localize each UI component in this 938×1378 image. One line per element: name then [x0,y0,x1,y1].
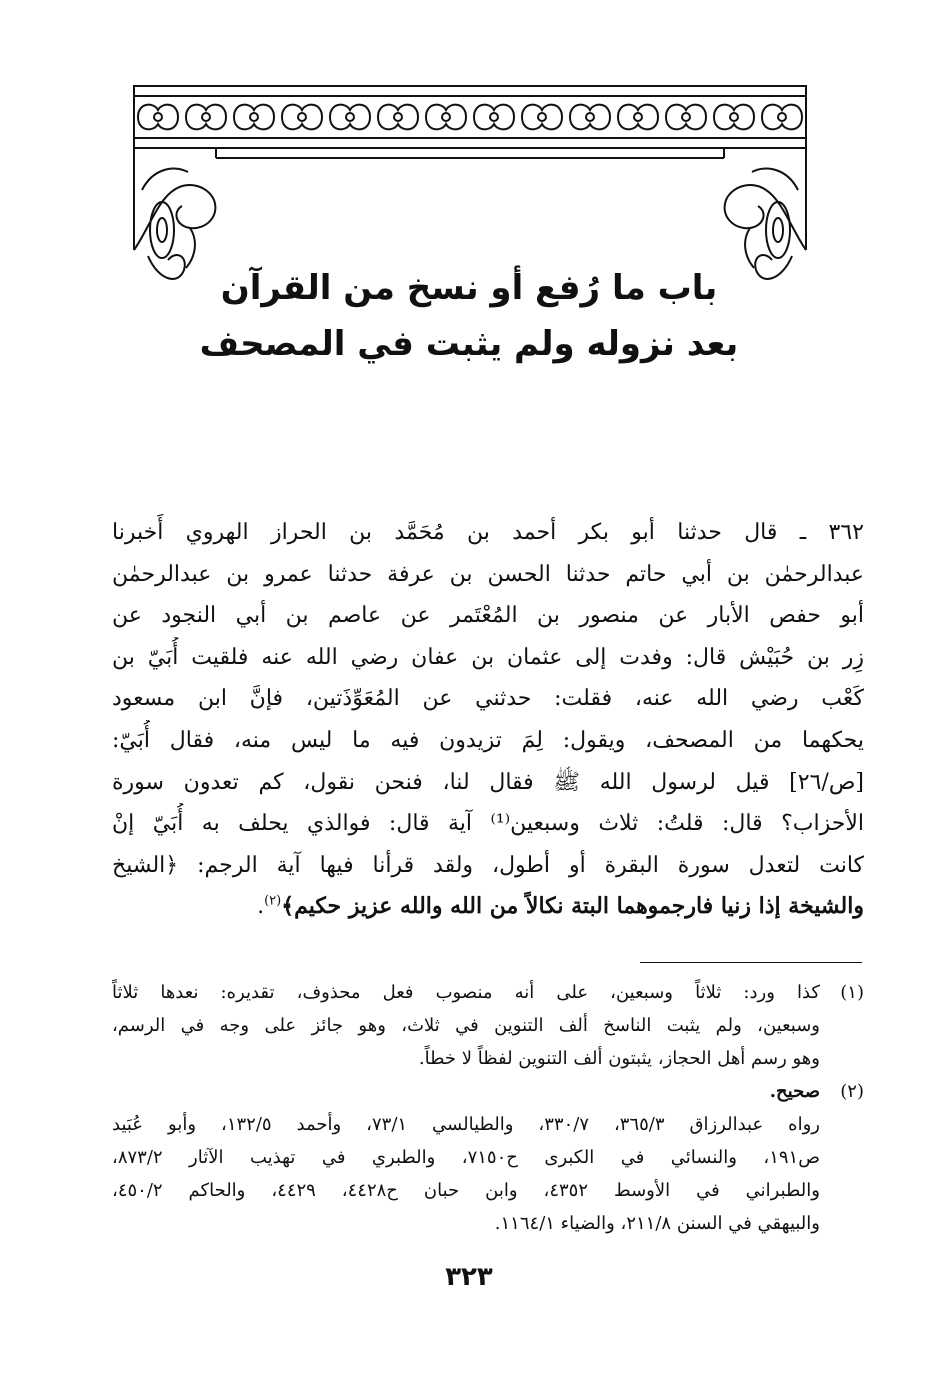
ornament-knot [474,105,514,130]
footnote-line: والطبراني في الأوسط ٤٣٥٢، وابن حبان ح٤٤٢٨، ٤٤٢٩، والحاكم ٤٥٠/٢، [112,1180,820,1201]
text-line: [ص/٢٦] قيل لرسول الله ﷺ فقال لنا، فنحن نقول، كم تعدون سورة [112,769,864,795]
ornament-dot [490,113,498,121]
ornament-knot [138,105,178,130]
ornament-knot [666,105,706,130]
ornament-knot [330,105,370,130]
footnote-2-sources [112,1108,864,1240]
chapter-title-line-2: بعد نزوله ولم يثبت في المصحف [199,324,739,364]
ornament-dot [442,113,450,121]
ornament-dot [730,113,738,121]
footnote-number: (٢) [840,1081,864,1102]
text-line-last [112,886,864,928]
chapter-title-line-1: باب ما رُفع أو نسخ من القرآن [220,268,718,308]
footnote-line: ص١٩١، والنسائي في الكبرى ح٧١٥٠، والطبري في تهذيب الآثار ٨٧٣/٢، [112,1147,820,1168]
sentence-end: . [257,894,265,920]
ornament-dot [538,113,546,121]
ornament-knot [714,105,754,130]
footnote-body [112,1075,820,1108]
ornament-dot [154,113,162,121]
footnote-line: وهو رسم أهل الحجاز، يثبتون ألف التنوين لفظاً لا خطاً. [418,1048,820,1069]
footnote-line: وسبعين، ولم يثبت الناسخ ألف التنوين في ثلاث، وهو جائز على وجه في الرسم، [112,1015,820,1036]
text-line: زِر بن حُبَيْش قال: وفدت إلى عثمان بن عفان رضي الله عنه فلقيت أُبَيّ بن [112,644,864,670]
text-line: أبو حفص الأبار عن منصور بن المُعْتَمر عن عاصم بن أبي النجود عن [112,603,864,629]
quoted-verse: والشيخة إذا زنيا فارجموهما البتة نكالاً من الله والله عزيز حكيم﴾ [281,893,864,920]
ornament-knot [762,105,802,130]
footnote-separator [640,962,862,963]
hadith-text [112,512,864,928]
text-line: كَعْب رضي الله عنه، فقلت: حدثني عن المُعَوِّذَتين، فإنَّ ابن مسعود [112,686,864,712]
footnote-ref[interactable]: (٢) [264,894,282,910]
ornament-knot [570,105,610,130]
ornament-knot [378,105,418,130]
footnote-body [112,976,820,1075]
ornament-knot [282,105,322,130]
ornament-dot [250,113,258,121]
ornament-dot [634,113,642,121]
footnotes [112,976,864,1240]
ornament-dot [394,113,402,121]
footnote-grade: صحيح. [769,1081,820,1102]
page-number: ٣٢٣ [445,1262,493,1292]
footnote-2 [112,1075,864,1108]
ornament-dot [346,113,354,121]
text-line: كانت لتعدل سورة البقرة أو أطول، ولقد قرأنا فيها آية الرجم: ﴿الشيخ [112,852,864,878]
footnote-line: والبيهقي في السنن ٢١١/٨، والضياء ١١٦٤/١. [494,1213,820,1234]
ornament-knot [522,105,562,130]
ornament-knot [426,105,466,130]
text-line: يحكهما من المصحف، ويقول: لِمَ تزيدون فيه ما ليس منه، فقال أُبَيّ: [112,727,864,753]
ornament-dot [202,113,210,121]
text-line: عبدالرحمٰن بن أبي حاتم حدثنا الحسن بن عرفة حدثنا عمرو بن عبدالرحمٰن [112,561,864,587]
footnote-1 [112,976,864,1075]
ornament-dot [298,113,306,121]
ornament-knot [234,105,274,130]
footnote-line: كذا ورد: ثلاثاً وسبعين، على أنه منصوب فعل محذوف، تقديره: نعدها ثلاثاً [112,982,820,1003]
text-line: ٣٦٢ ـ قال حدثنا أبو بكر أحمد بن مُحَمَّد بن الحراز الهروي أَخبرنا [112,520,864,545]
text-line: الأحزاب؟ قال: قلتُ: ثلاث وسبعين⁽¹⁾ آية قال: فوالذي يحلف به أُبَيّ إنْ [112,811,864,837]
ornament-knot [618,105,658,130]
ornament-dot [586,113,594,121]
footnote-number: (١) [840,982,864,1003]
ornament-dot [682,113,690,121]
ornament-knot [186,105,226,130]
footnote-line: رواه عبدالرزاق ٣٦٥/٣، ٣٣٠/٧، والطيالسي ٧٣/١، وأحمد ١٣٢/٥، وأبو عُبَيد [112,1114,820,1135]
ornament-dot [778,113,786,121]
